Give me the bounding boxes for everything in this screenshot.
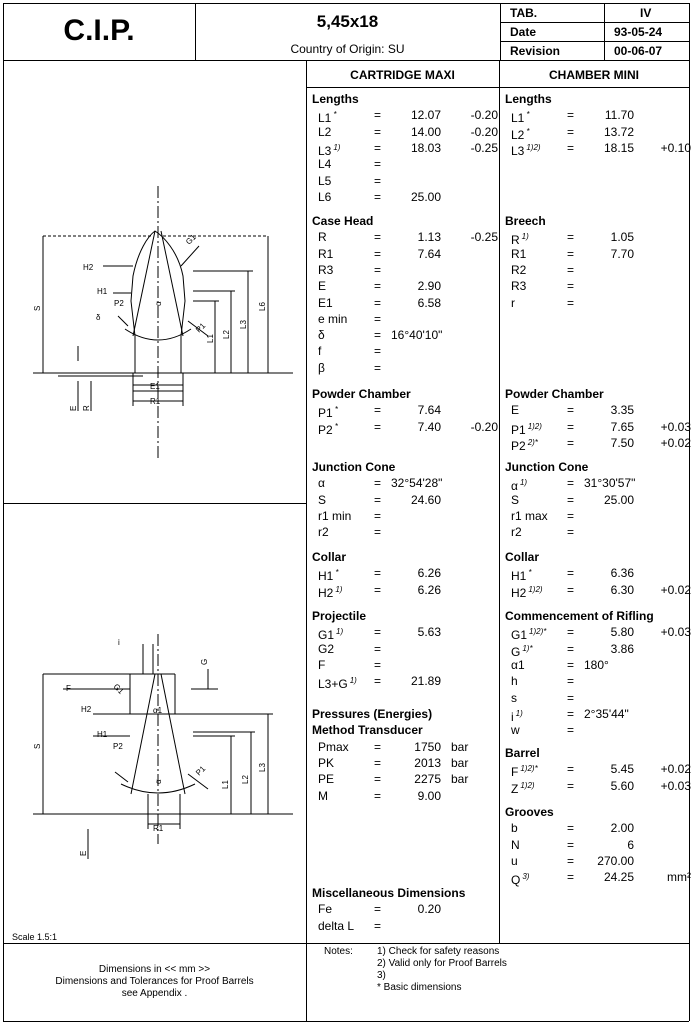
dim-name: R1 [318, 246, 334, 261]
dim-value: 2°35'44" [584, 706, 629, 721]
dim-value: 7.64 [417, 403, 441, 418]
dim-name: e min [318, 311, 348, 326]
label-e: E [79, 850, 88, 856]
barrel-section-title: Barrel [505, 746, 540, 760]
frame-bottom [3, 1021, 689, 1022]
dim-equals: = [374, 902, 382, 917]
dim-tolerance: -0.25 [470, 230, 498, 245]
dim-footnote-mark: 1)2) [520, 780, 535, 790]
dim-name: R1 [511, 246, 527, 261]
label-i: i [118, 638, 120, 647]
date-label: Date [510, 25, 537, 39]
dim-value: 32°54'28" [391, 476, 443, 491]
dim-name: H1 * [318, 568, 339, 584]
dim-name: u [511, 853, 518, 868]
label-alpha1: α1 [153, 706, 163, 715]
powder-section-title: Powder Chamber [312, 387, 411, 401]
dim-name: G1 $^{1)2)*}$ [511, 627, 547, 643]
revision-value: 00-06-07 [614, 44, 663, 58]
label-s: S [33, 305, 42, 311]
dim-equals: = [567, 246, 575, 261]
dim-name: α $^{1)}$ [511, 478, 528, 494]
label-alpha: α [154, 779, 163, 784]
dim-equals: = [567, 279, 575, 294]
dim-equals: = [374, 772, 382, 787]
tab-value: IV [640, 6, 652, 20]
dim-unit: bar [451, 755, 469, 770]
dim-tolerance: +0.03 [660, 625, 691, 640]
dim-equals: = [567, 492, 575, 507]
dim-footnote-mark: 1)2)* [529, 627, 547, 637]
dim-value: 2275 [414, 772, 441, 787]
dim-name: f [318, 344, 322, 359]
dim-name: δ [318, 328, 325, 343]
dim-equals: = [374, 674, 382, 689]
dim-value: 5.60 [610, 778, 634, 793]
dim-footnote-mark: * [528, 568, 532, 578]
dim-value: 5.63 [417, 625, 441, 640]
dim-value: 7.50 [610, 435, 634, 450]
dim-name: Pmax [318, 739, 349, 754]
dim-name: Z $^{1)2)}$ [511, 780, 535, 796]
dim-value: 11.70 [604, 108, 634, 123]
dim-value: 1.05 [610, 230, 634, 245]
dim-equals: = [567, 508, 575, 523]
casehead-section-title: Case Head [312, 214, 374, 228]
dim-name: E1 [318, 295, 333, 310]
dim-tolerance: -0.20 [470, 419, 498, 434]
dim-equals: = [567, 706, 575, 721]
dim-equals: = [567, 262, 575, 277]
dim-footnote-mark: * [335, 568, 339, 578]
dim-equals: = [567, 124, 575, 139]
dim-value: 6.26 [417, 566, 441, 581]
dim-name: b [511, 821, 518, 836]
dim-value: 7.70 [610, 246, 634, 261]
dim-equals: = [567, 525, 575, 540]
dim-equals: = [374, 625, 382, 640]
tab-label: TAB. [510, 6, 538, 20]
dim-value: 2.90 [417, 279, 441, 294]
dim-equals: = [567, 657, 575, 672]
dim-equals: = [567, 230, 575, 245]
dim-name: P1 $^{1)2)}$ [511, 421, 542, 437]
dim-value: 6.58 [417, 295, 441, 310]
note-3: 3) [377, 970, 386, 981]
collar-section-title: Collar [312, 550, 347, 564]
dim-name: P2 * [318, 421, 338, 437]
dim-equals: = [374, 262, 382, 277]
label-h1: H1 [97, 730, 108, 739]
dim-value: 7.65 [610, 419, 634, 434]
dim-equals: = [374, 641, 382, 656]
chamber-drawing [3, 504, 306, 942]
dim-value: 6 [627, 837, 634, 852]
dim-name: H1 * [511, 568, 532, 584]
dim-equals: = [374, 124, 382, 139]
dim-name: S [318, 492, 327, 507]
dim-equals: = [374, 344, 382, 359]
dim-equals: = [567, 778, 575, 793]
footer-top-line [3, 943, 689, 944]
dim-equals: = [567, 108, 575, 123]
label-f: F [66, 684, 71, 693]
dim-name: P1 * [318, 405, 338, 421]
dim-footnote-mark: * [334, 421, 338, 431]
dim-equals: = [374, 755, 382, 770]
col-head-line [306, 87, 689, 88]
dim-equals: = [567, 419, 575, 434]
dim-equals: = [567, 690, 575, 705]
header-divider-2 [500, 3, 501, 60]
dim-equals: = [374, 311, 382, 326]
dim-value: 7.40 [417, 419, 441, 434]
dim-equals: = [374, 739, 382, 754]
dim-name: Fe [318, 902, 333, 917]
dim-equals: = [374, 189, 382, 204]
footer-tolerances: Dimensions and Tolerances for Proof Barrels [55, 976, 254, 987]
label-r1: R1 [150, 397, 161, 406]
dim-value: 7.64 [417, 246, 441, 261]
dim-name: H2 $^{1)}$ [318, 584, 343, 600]
dim-tolerance: mm² [667, 870, 691, 885]
dim-name: L4 [318, 157, 332, 172]
dim-value: 18.15 [603, 140, 634, 155]
cartridge-title: 5,45x18 [316, 12, 379, 31]
chamber-mini-heading: CHAMBER MINI [549, 68, 639, 82]
label-h1: H1 [97, 287, 108, 296]
dim-value: 24.25 [603, 870, 634, 885]
dim-equals: = [374, 918, 382, 933]
label-s: S [33, 743, 42, 749]
dim-value: 180° [584, 657, 609, 672]
dim-equals: = [374, 582, 382, 597]
dim-equals: = [374, 230, 382, 245]
dim-value: 5.80 [610, 625, 634, 640]
dim-name: L3 $^{1)2)}$ [511, 142, 541, 158]
misc-section-title: Miscellaneous Dimensions [312, 886, 466, 900]
dim-equals: = [374, 508, 382, 523]
dim-equals: = [567, 762, 575, 777]
note-2: 2) Valid only for Proof Barrels [377, 958, 507, 969]
label-p2: P2 [114, 299, 124, 308]
dim-equals: = [374, 328, 382, 343]
dim-value: 24.60 [410, 492, 441, 507]
dim-equals: = [374, 419, 382, 434]
dim-tolerance: +0.03 [660, 419, 691, 434]
footer-appendix: see Appendix . [121, 988, 188, 999]
dim-equals: = [374, 246, 382, 261]
dim-name: β [318, 360, 325, 375]
dim-name: G1 $^{1)}$ [318, 627, 344, 643]
dim-footnote-mark: * [526, 126, 530, 136]
cartridge-drawing [3, 61, 306, 503]
dim-name: delta L [318, 918, 355, 933]
label-p1: P1 [194, 764, 208, 778]
note-1: 1) Check for safety reasons [377, 946, 500, 957]
dim-equals: = [567, 403, 575, 418]
label-r1: R1 [153, 824, 164, 833]
label-l3: L3 [239, 320, 248, 329]
dim-value: 6.30 [610, 582, 634, 597]
dim-name: r2 [511, 525, 522, 540]
dim-value: 3.35 [610, 403, 634, 418]
dim-name: r1 max [511, 508, 548, 523]
dim-name: Q $^{3)}$ [511, 872, 530, 888]
label-l2: L2 [241, 775, 250, 784]
dim-equals: = [374, 492, 382, 507]
dim-footnote-mark: * [333, 110, 337, 120]
label-e: E [69, 405, 78, 411]
dim-name: F [318, 657, 326, 672]
footer-dimensions: Dimensions in << mm >> [98, 964, 211, 975]
dim-equals: = [374, 360, 382, 375]
country-of-origin: Country of Origin: SU [290, 42, 405, 56]
dim-equals: = [374, 157, 382, 172]
dim-equals: = [374, 295, 382, 310]
column-divider [499, 60, 500, 943]
dim-footnote-mark: 1) [519, 478, 528, 488]
dim-footnote-mark: 1)2)* [520, 764, 538, 774]
dim-name: L1 * [318, 110, 337, 126]
dim-equals: = [374, 788, 382, 803]
dim-equals: = [567, 140, 575, 155]
dim-equals: = [374, 403, 382, 418]
dim-equals: = [374, 279, 382, 294]
dim-value: 3.86 [610, 641, 634, 656]
dim-name: L1 * [511, 110, 530, 126]
dim-equals: = [374, 108, 382, 123]
dim-value: 31°30'57" [584, 476, 636, 491]
dim-equals: = [567, 723, 575, 738]
label-l6: L6 [258, 302, 267, 311]
notes-label: Notes: [324, 946, 353, 957]
label-e1: E1 [150, 382, 160, 391]
dim-name: s [511, 690, 517, 705]
dim-tolerance: +0.03 [660, 778, 691, 793]
powder-section-title: Powder Chamber [505, 387, 604, 401]
dim-value: 21.89 [410, 674, 441, 689]
lengths-section-title: Lengths [312, 92, 359, 106]
dim-name: r2 [318, 525, 329, 540]
dim-name: R3 [511, 279, 527, 294]
dim-value: 16°40'10" [391, 328, 443, 343]
dim-tolerance: +0.02 [660, 582, 691, 597]
dim-footnote-mark: 1) [515, 708, 523, 718]
dim-equals: = [567, 582, 575, 597]
dim-equals: = [567, 566, 575, 581]
dim-name: h [511, 674, 518, 689]
dim-name: L3+G $^{1)}$ [318, 676, 357, 692]
label-g: G [200, 658, 209, 665]
dim-name: S [511, 492, 520, 507]
dim-equals: = [567, 295, 575, 310]
dim-footnote-mark: 1)2) [526, 142, 541, 152]
dim-equals: = [374, 566, 382, 581]
dim-equals: = [567, 870, 575, 885]
dim-equals: = [567, 853, 575, 868]
label-l2: L2 [222, 330, 231, 339]
dim-footnote-mark: 1)2) [527, 421, 542, 431]
dim-name: L6 [318, 189, 332, 204]
lengths-section-title: Lengths [505, 92, 552, 106]
dim-footnote-mark: 1) [335, 584, 343, 594]
dim-value: 6.36 [610, 566, 634, 581]
dim-equals: = [567, 625, 575, 640]
revision-label: Revision [510, 44, 561, 58]
dim-value: 5.45 [610, 762, 634, 777]
header-row-line-1 [500, 22, 689, 23]
label-h2: H2 [81, 705, 92, 714]
dim-name: G $^{1)*}$ [511, 643, 533, 659]
dim-equals: = [374, 140, 382, 155]
dim-value: 14.00 [410, 124, 441, 139]
dim-name: M [318, 788, 328, 803]
dim-equals: = [567, 641, 575, 656]
dim-name: G2 [318, 641, 335, 656]
grooves-section-title: Grooves [505, 805, 554, 819]
label-l3: L3 [258, 763, 267, 772]
dim-tolerance: +0.02 [660, 435, 691, 450]
projectile-section-title: Projectile [312, 609, 367, 623]
dim-name: α1 [511, 657, 525, 672]
label-l1: L1 [206, 334, 215, 343]
dim-equals: = [567, 674, 575, 689]
note-4: * Basic dimensions [377, 982, 462, 993]
dim-value: 0.20 [417, 902, 441, 917]
cartridge-maxi-heading: CARTRIDGE MAXI [350, 68, 455, 82]
label-alpha: α [154, 301, 163, 306]
date-value: 93-05-24 [614, 25, 663, 39]
dim-value: 18.03 [410, 140, 441, 155]
label-g1: G1 [184, 232, 198, 247]
dim-value: 6.26 [417, 582, 441, 597]
dim-equals: = [374, 657, 382, 672]
junction-section-title: Junction Cone [505, 460, 589, 474]
dim-footnote-mark: 1)2) [528, 584, 543, 594]
dim-name: L3 $^{1)}$ [318, 142, 341, 158]
label-g1: G1 [111, 682, 126, 696]
dim-value: 2.00 [610, 821, 634, 836]
label-r: R [82, 405, 91, 411]
dim-footnote-mark: * [526, 110, 530, 120]
dim-equals: = [374, 476, 382, 491]
dim-value: 25.00 [603, 492, 634, 507]
dim-footnote-mark: 1) [521, 232, 529, 242]
dim-name: F $^{1)2)*}$ [511, 764, 538, 780]
dim-unit: bar [451, 739, 469, 754]
dim-equals: = [567, 435, 575, 450]
label-delta: δ [96, 313, 101, 322]
dim-value: 9.00 [417, 788, 441, 803]
dim-name: H2 $^{1)2)}$ [511, 584, 543, 600]
label-l1: L1 [221, 780, 230, 789]
dim-name: w [511, 723, 520, 738]
header-row-line-2 [500, 41, 689, 42]
frame-right [689, 3, 690, 1021]
label-p1: P1 [194, 321, 208, 335]
dim-footnote-mark: 2)* [527, 437, 538, 447]
dim-name: r [511, 295, 515, 310]
dim-name: i $^{1)}$ [511, 708, 523, 724]
dim-name: N [511, 837, 520, 852]
dim-value: 12.07 [410, 108, 441, 123]
dim-tolerance: -0.20 [470, 108, 498, 123]
dim-tolerance: +0.02 [660, 762, 691, 777]
breech-section-title: Breech [505, 214, 546, 228]
scale-label: Scale 1.5:1 [12, 932, 58, 942]
frame-top [3, 3, 689, 4]
rifling-section-title: Commencement of Rifling [505, 609, 654, 623]
dim-name: R3 [318, 262, 334, 277]
collar-section-title: Collar [505, 550, 540, 564]
label-p2: P2 [113, 742, 123, 751]
dim-equals: = [567, 476, 575, 491]
dim-value: 1.13 [417, 230, 441, 245]
dim-value: 13.72 [603, 124, 634, 139]
dim-equals: = [567, 821, 575, 836]
dim-name: R [318, 230, 327, 245]
dim-name: R $^{1)}$ [511, 232, 529, 248]
dim-value: 270.00 [597, 853, 634, 868]
header-divider-3 [604, 3, 605, 60]
dim-name: L2 * [511, 126, 530, 142]
dim-name: P2 $^{2)*}$ [511, 437, 538, 453]
dim-value: 1750 [414, 739, 441, 754]
drawing-divider [306, 60, 307, 1021]
dim-equals: = [374, 525, 382, 540]
dim-name: L5 [318, 173, 332, 188]
dim-name: L2 [318, 124, 332, 139]
dim-value: 2013 [414, 755, 441, 770]
dim-footnote-mark: 1) [349, 676, 357, 686]
dim-unit: bar [451, 772, 469, 787]
dim-footnote-mark: 1) [336, 627, 344, 637]
dim-tolerance: +0.10 [660, 140, 691, 155]
dim-tolerance: -0.25 [470, 140, 498, 155]
dim-equals: = [567, 837, 575, 852]
dim-footnote-mark: 3) [522, 872, 530, 882]
cip-logo: C.I.P. [63, 14, 135, 47]
junction-section-title: Junction Cone [312, 460, 396, 474]
dim-footnote-mark: 1) [333, 142, 341, 152]
pressures-section-title: Pressures (Energies) [312, 707, 433, 721]
pressures-section-subtitle: Method Transducer [312, 723, 423, 738]
dim-tolerance: -0.20 [470, 124, 498, 139]
dim-name: α [318, 476, 325, 491]
label-h2: H2 [83, 263, 94, 272]
dim-name: R2 [511, 262, 527, 277]
dim-name: E [318, 279, 327, 294]
dim-name: PE [318, 772, 335, 787]
dim-equals: = [374, 173, 382, 188]
dim-name: r1 min [318, 508, 352, 523]
dim-value: 25.00 [410, 189, 441, 204]
dim-footnote-mark: 1)* [522, 643, 533, 653]
dim-name: PK [318, 755, 335, 770]
dim-footnote-mark: * [334, 405, 338, 415]
dim-name: E [511, 403, 520, 418]
